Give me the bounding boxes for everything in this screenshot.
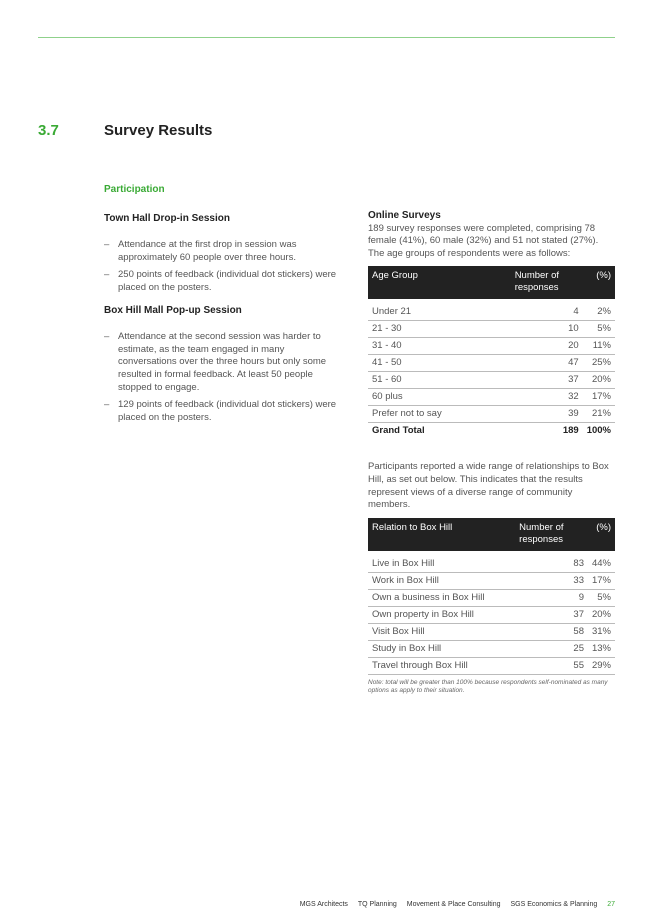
table-row — [368, 406, 615, 423]
table-cell: 20 — [511, 338, 583, 355]
table-cell: Prefer not to say — [368, 406, 511, 423]
table-cell: 25% — [583, 355, 615, 372]
list-item: – 129 points of feedback (individual dot stickers) were placed on the posters. — [104, 399, 344, 424]
table-cell: Own property in Box Hill — [368, 606, 515, 623]
list-item: – Attendance at the first drop in session was approximately 60 people over three hours. — [104, 239, 344, 264]
column-header: (%) — [588, 518, 615, 551]
table-cell: 25 — [515, 640, 588, 657]
table-cell: 47 — [511, 355, 583, 372]
table-cell: 5% — [588, 589, 615, 606]
participation-heading: Participation — [104, 184, 165, 195]
table-cell: 13% — [588, 640, 615, 657]
table-cell: 5% — [583, 321, 615, 338]
table-cell: 9 — [515, 589, 588, 606]
table-cell: 33 — [515, 572, 588, 589]
table-row — [368, 572, 615, 589]
table-row — [368, 321, 615, 338]
table-cell: 83 — [515, 551, 588, 573]
online-surveys-title: Online Surveys — [368, 210, 441, 221]
table-row — [368, 372, 615, 389]
table-row — [368, 299, 615, 321]
table-cell: 44% — [588, 551, 615, 573]
table-cell: Grand Total — [372, 425, 425, 437]
table-cell: Live in Box Hill — [368, 551, 515, 573]
table-cell: Travel through Box Hill — [368, 657, 515, 674]
table-row — [368, 389, 615, 406]
footer-credit: SGS Economics & Planning — [510, 901, 598, 908]
column-header: Number of responses — [511, 266, 583, 299]
table-row — [368, 589, 615, 606]
table-cell: 55 — [515, 657, 588, 674]
table-cell: 20% — [583, 372, 615, 389]
age-group-table — [368, 266, 615, 439]
table-row — [368, 355, 615, 372]
table-cell: 39 — [511, 406, 583, 423]
table-cell: 51 - 60 — [368, 372, 511, 389]
table-cell: 29% — [588, 657, 615, 674]
table-cell: 17% — [583, 389, 615, 406]
table-cell: Study in Box Hill — [368, 640, 515, 657]
online-survey-column — [368, 210, 615, 696]
footer-credit: TQ Planning — [357, 901, 397, 908]
footer-credit: MGS Architects — [299, 901, 348, 908]
table-header-row — [368, 518, 615, 551]
table-cell: 41 - 50 — [368, 355, 511, 372]
list-item: – Attendance at the second session was harder to estimate, as the team engaged in many conversations over the three hours but only some resulted in formal feedback. At least 50 people stopped to engage. — [104, 331, 344, 394]
table-cell: Under 21 — [368, 299, 511, 321]
grand-total-row — [368, 423, 615, 440]
table-cell: 37 — [511, 372, 583, 389]
table-cell: Work in Box Hill — [368, 572, 515, 589]
table-cell: 20% — [588, 606, 615, 623]
table-cell: 37 — [515, 606, 588, 623]
table-header-row — [368, 266, 615, 299]
footer-credit: Movement & Place Consulting — [406, 901, 501, 908]
column-header: Number of responses — [515, 518, 588, 551]
table-cell: Visit Box Hill — [368, 623, 515, 640]
town-hall-bullets — [104, 239, 344, 294]
table-cell: 4 — [511, 299, 583, 321]
table-note: Note: total will be greater than 100% because respondents self-nominated as many options as apply to their situation. — [368, 678, 608, 695]
table-cell: 21% — [583, 406, 615, 423]
column-header: (%) — [583, 266, 615, 299]
table-cell: 100% — [586, 425, 611, 437]
table-cell: 32 — [511, 389, 583, 406]
table-cell: 60 plus — [368, 389, 511, 406]
table-cell: 189 — [562, 425, 579, 437]
table-cell: 10 — [511, 321, 583, 338]
section-number: 3.7 — [38, 122, 59, 139]
table-cell: 31% — [588, 623, 615, 640]
page-number: 27 — [607, 901, 615, 908]
table-row — [368, 606, 615, 623]
box-hill-mall-title: Box Hill Mall Pop-up Session — [104, 304, 242, 316]
section-title: Survey Results — [104, 122, 213, 139]
table-cell: 2% — [583, 299, 615, 321]
column-header: Relation to Box Hill — [368, 518, 515, 551]
online-intro: 189 survey responses were completed, comprising 78 female (41%), 60 male (32%) and 51 not stated (27%). The age groups of respondents were as follows: — [368, 222, 599, 259]
column-header: Age Group — [368, 266, 511, 299]
table-cell: 58 — [515, 623, 588, 640]
participation-column — [104, 184, 344, 434]
list-item: – 250 points of feedback (individual dot stickers) were placed on the posters. — [104, 269, 344, 294]
relationship-paragraph: Participants reported a wide range of relationships to Box Hill, as set out below. This indicates that the results represent views of a diverse range of community members. — [368, 461, 609, 511]
table-cell: 17% — [588, 572, 615, 589]
page-footer — [292, 901, 615, 908]
table-cell: 31 - 40 — [368, 338, 511, 355]
box-hill-mall-bullets — [104, 331, 344, 424]
relation-table — [368, 518, 615, 675]
table-cell: Own a business in Box Hill — [368, 589, 515, 606]
table-cell: 21 - 30 — [368, 321, 511, 338]
table-row — [368, 657, 615, 674]
table-row — [368, 640, 615, 657]
table-row — [368, 338, 615, 355]
town-hall-title: Town Hall Drop-in Session — [104, 212, 230, 224]
table-cell: 11% — [583, 338, 615, 355]
table-row — [368, 551, 615, 573]
table-row — [368, 623, 615, 640]
top-divider — [38, 37, 615, 38]
